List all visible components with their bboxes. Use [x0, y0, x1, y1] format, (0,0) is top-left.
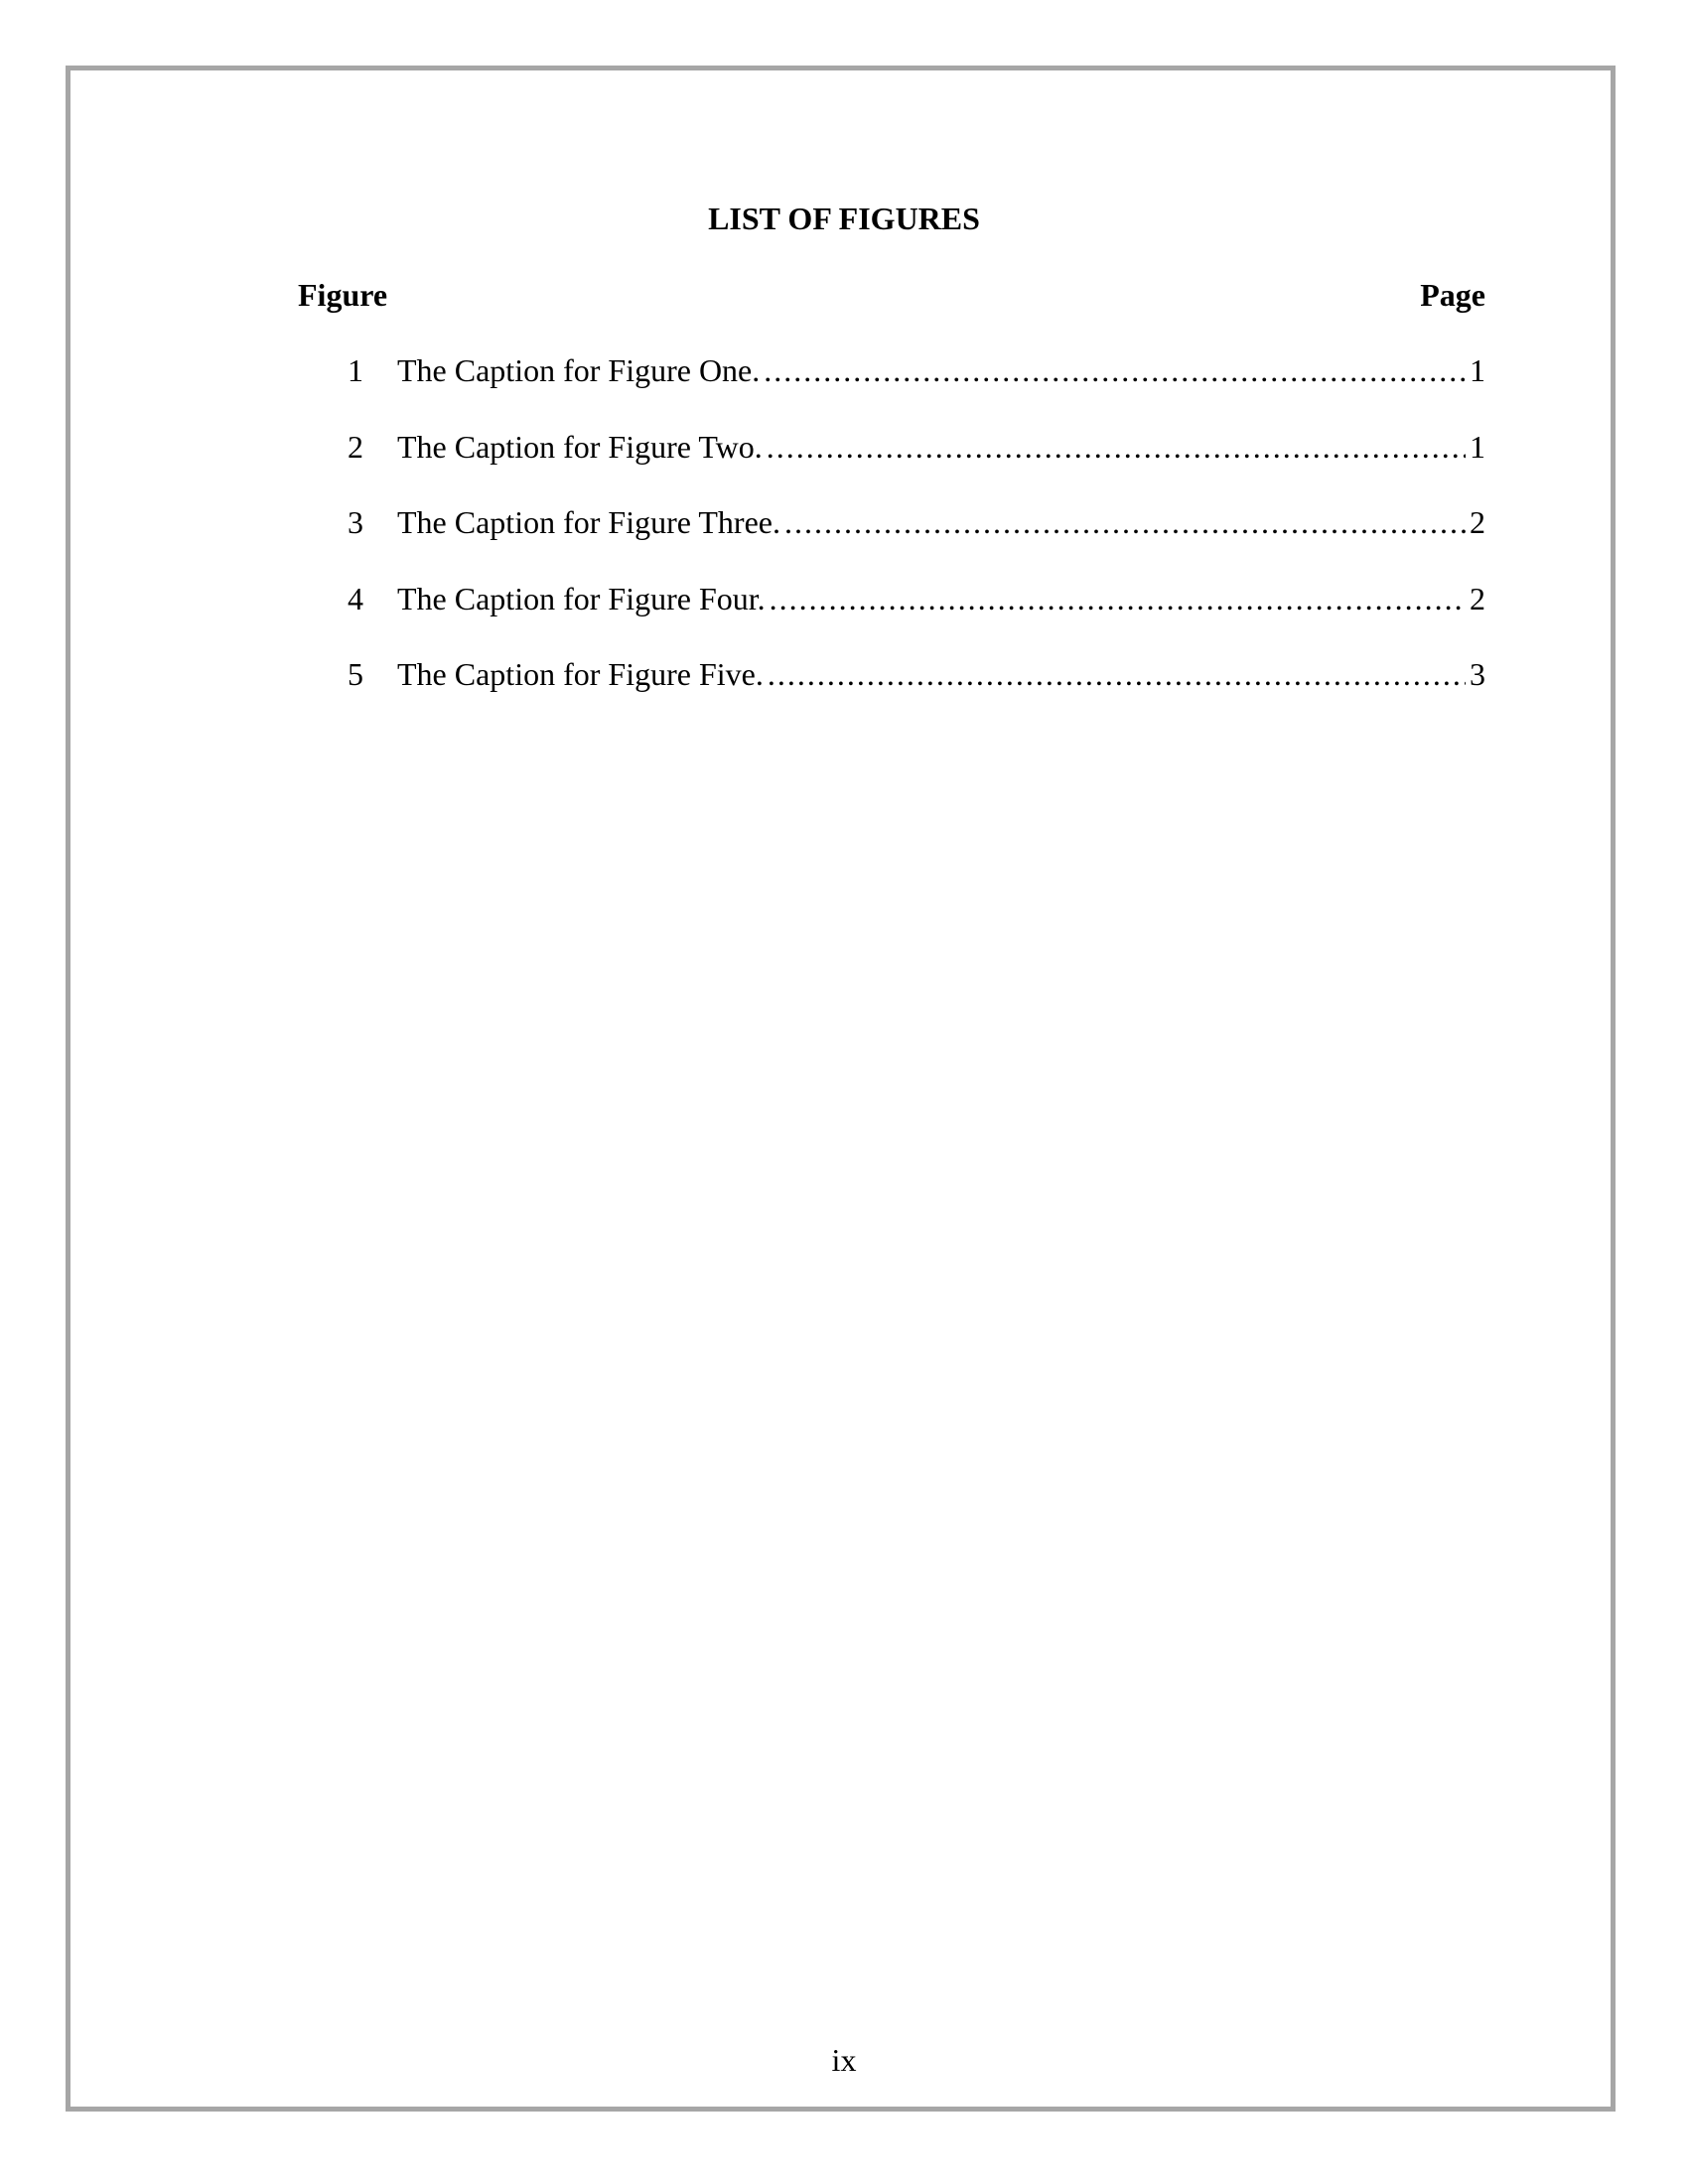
figure-caption: The Caption for Figure Three.	[397, 504, 780, 540]
figure-caption: The Caption for Figure Four.	[397, 580, 766, 616]
figure-page-number: 3	[1470, 656, 1485, 692]
figure-page-number: 2	[1470, 504, 1485, 540]
figure-caption: The Caption for Figure One.	[397, 352, 761, 388]
figure-number: 4	[348, 580, 363, 616]
figure-caption: The Caption for Figure Five.	[397, 656, 764, 692]
dot-leader	[767, 427, 1466, 467]
figure-entry[interactable]	[298, 350, 1485, 390]
figure-number: 2	[348, 428, 363, 465]
dot-leader	[770, 579, 1466, 618]
figure-number: 1	[348, 352, 363, 388]
figure-entry[interactable]	[298, 579, 1485, 618]
figure-column-header: Figure	[298, 277, 388, 313]
figure-caption: The Caption for Figure Two.	[397, 428, 763, 465]
figure-entry[interactable]	[298, 654, 1485, 694]
page-column-header: Page	[1420, 277, 1485, 313]
figure-list	[298, 350, 1485, 731]
figure-entry[interactable]	[298, 427, 1485, 467]
figure-number: 3	[348, 504, 363, 540]
figure-entry[interactable]	[298, 502, 1485, 542]
page-title: LIST OF FIGURES	[708, 201, 980, 236]
figure-number: 5	[348, 656, 363, 692]
page-number-footer: ix	[831, 2042, 857, 2078]
dot-leader	[764, 350, 1466, 390]
dot-leader	[784, 502, 1466, 542]
figure-page-number: 2	[1470, 580, 1485, 616]
figure-page-number: 1	[1470, 352, 1485, 388]
figure-page-number: 1	[1470, 428, 1485, 465]
dot-leader	[768, 654, 1466, 694]
